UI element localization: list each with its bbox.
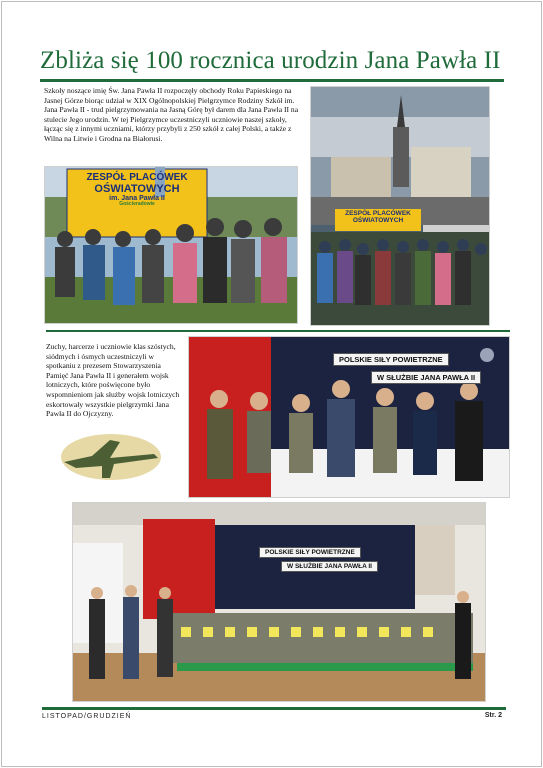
photo-ceremony	[188, 336, 510, 498]
photo-students-banner	[44, 166, 298, 324]
article-title: Zbliża się 100 rocznica urodzin Jana Pawła II	[40, 47, 501, 74]
banner-1-text	[69, 173, 205, 208]
airplane-icon	[58, 428, 164, 486]
group-banner-line-1: POLSKIE SIŁY POWIETRZNE	[259, 547, 361, 558]
photo-jasna-gora-art	[311, 87, 489, 325]
footer-divider	[42, 707, 506, 710]
section-divider	[46, 330, 510, 332]
banner-1-line-3: im. Jana Pawła II	[109, 195, 165, 203]
banner-2-line-2: OŚWIATOWYCH	[352, 216, 404, 224]
banner-1-line-1: ZESPÓŁ PLACÓWEK	[86, 172, 188, 183]
ceremony-banner-line-1: POLSKIE SIŁY POWIETRZNE	[333, 353, 449, 366]
banner-1-line-2: OŚWIATOWYCH	[94, 182, 180, 195]
article-paragraph-2: Zuchy, harcerze i uczniowie klas szóstych, siódmych i ósmych uczestniczyli w spotkaniu z prezesem Stowarzyszenia Pamięć Jana Pawła II i generałem wojsk lotniczych, które poświęcone było wspomnieniom jak służby wojsk lotniczych eskortowały wszystkie pielgrzymki Jana Pawła II do Ojczyzny.	[46, 342, 180, 419]
group-banner-line-2: W SŁUŻBIE JANA PAWŁA II	[281, 561, 378, 572]
photo-jasna-gora	[310, 86, 490, 326]
ceremony-banner-line-2: W SŁUŻBIE JANA PAWŁA II	[371, 371, 481, 384]
footer-issue: LISTOPAD/GRUDZIEŃ	[42, 713, 132, 720]
banner-1-line-4: Gościeradowie	[119, 201, 155, 208]
title-divider	[40, 79, 504, 82]
photo-group	[72, 502, 486, 702]
footer-page-number: Str. 2	[484, 712, 502, 719]
banner-2-line-1: ZESPÓŁ PLACÓWEK	[345, 210, 411, 217]
photo-group-art	[73, 503, 485, 701]
banner-2-text	[337, 211, 419, 225]
article-paragraph-1: Szkoły noszące imię Św. Jana Pawła II rozpoczęły obchody Roku Papieskiego na Jasnej Górze biorąc udział w XIX Ogólnopolskiej Pielgrzymce Rodziny Szkół im. Jana Pawła II - trud pielgrzymowania na Jasną Górę był darem dla Jana Pawła II na stulecie Jego urodzin. W tej Pielgrzymce uczestniczyli uczniowie naszej szkoły, łącząc się z innymi uczniami, którzy przybyli z 250 szkół z całej Polski, a także z Wilna na Litwie i Grodna na Białorusi.	[44, 86, 299, 143]
